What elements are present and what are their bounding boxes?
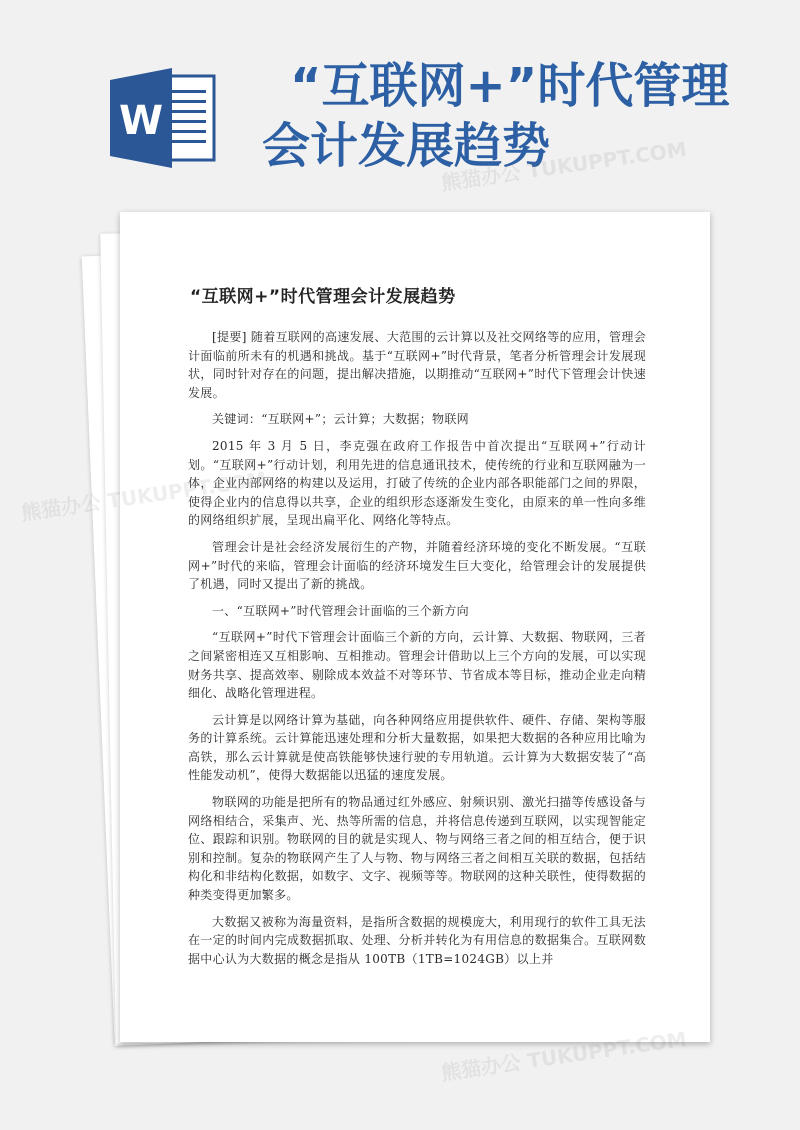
body-paragraph: 2015 年 3 月 5 日，李克强在政府工作报告中首次提出“互联网+”行动计划。“互联网+”行动计划，利用先进的信息通讯技术，使传统的行业和互联网融为一体，企业内部网络的构建以及运用，打破了传统的企业内部各职能部门之间的界限，使得企业内的信息得以共享，企业的组织形态逐渐发生变化，由原来的单一性向多维的网络组织扩展，呈现出扁平化、网络化等特点。: [188, 438, 646, 528]
body-paragraph: “互联网+”时代下管理会计面临三个新的方向，云计算、大数据、物联网，三者之间紧密相连又互相影响、互相推动。管理会计借助以上三个方向的发展，可以实现财务共享、提高效率、剔除成本效益不对等环节、节省成本等目标，推动企业走向精细化、战略化管理进程。: [188, 630, 646, 701]
word-logo-icon: [110, 68, 216, 168]
body-paragraph: 管理会计是社会经济发展衍生的产物，并随着经济环境的变化不断发展。“互联网+”时代的来临，管理会计面临的经济环境发生巨大变化，给管理会计的发展提供了机遇，同时又提出了新的挑战。: [188, 539, 646, 592]
body-paragraph: 物联网的功能是把所有的物品通过红外感应、射频识别、激光扫描等传感设备与网络相结合，采集声、光、热等所需的信息，并将信息传递到互联网，以实现智能定位、跟踪和识别。物联网的目的就是实现人、物与网络三者之间的相互结合，便于识别和控制。复杂的物联网产生了人与物、物与网络三者之间相互关联的数据，包括结构化和非结构化数据，如数字、文字、视频等等。物联网的这种关联性，使得数据的种类变得更加繁多。: [188, 795, 646, 903]
watermark: 熊猫办公: [19, 490, 103, 526]
abstract-paragraph: [提要] 随着互联网的高速发展、大范围的云计算以及社交网络等的应用，管理会计面临前所未有的机遇和挑战。基于“互联网+”时代背景，笔者分析管理会计发展现状，同时针对存在的问题，提出解决措施，以期推动“互联网+”时代下管理会计快速发展。: [188, 330, 646, 400]
body-paragraph: 大数据又被称为海量资料，是指所含数据的规模庞大，利用现行的软件工具无法在一定的时间内完成数据抓取、处理、分析并转化为有用信息的数据集合。互联网数据中心认为大数据的概念是指从 100TB（1TB=1024GB）以上并: [188, 914, 646, 966]
header-title-line1: “互联网+”时代管理: [290, 58, 730, 114]
watermark: 熊猫办公 TUKUPPT.COM: [439, 1026, 689, 1086]
document-title: “互联网+”时代管理会计发展趋势: [190, 287, 456, 307]
word-logo-letter: W: [118, 98, 164, 144]
document-body: [188, 328, 646, 976]
header-title: [262, 56, 782, 176]
body-paragraph: 云计算是以网络计算为基础，向各种网络应用提供软件、硬件、存储、架构等服务的计算系统。云计算能迅速处理和分析大量数据，如果把大数据的各种应用比喻为高铁，那么云计算就是使高铁能够快速行驶的专用轨道。云计算为大数据安装了“高性能发动机”，使得大数据能以迅猛的速度发展。: [188, 712, 646, 783]
watermark: 熊猫办公 TUKUPPT.COM: [439, 136, 689, 196]
document-page: [120, 212, 710, 1042]
header-title-line2: 会计发展趋势: [262, 118, 551, 174]
section-heading: 一、“互联网+”时代管理会计面临的三个新方向: [212, 603, 469, 618]
keywords-paragraph: 关键词：“互联网+”；云计算；大数据；物联网: [212, 412, 469, 427]
